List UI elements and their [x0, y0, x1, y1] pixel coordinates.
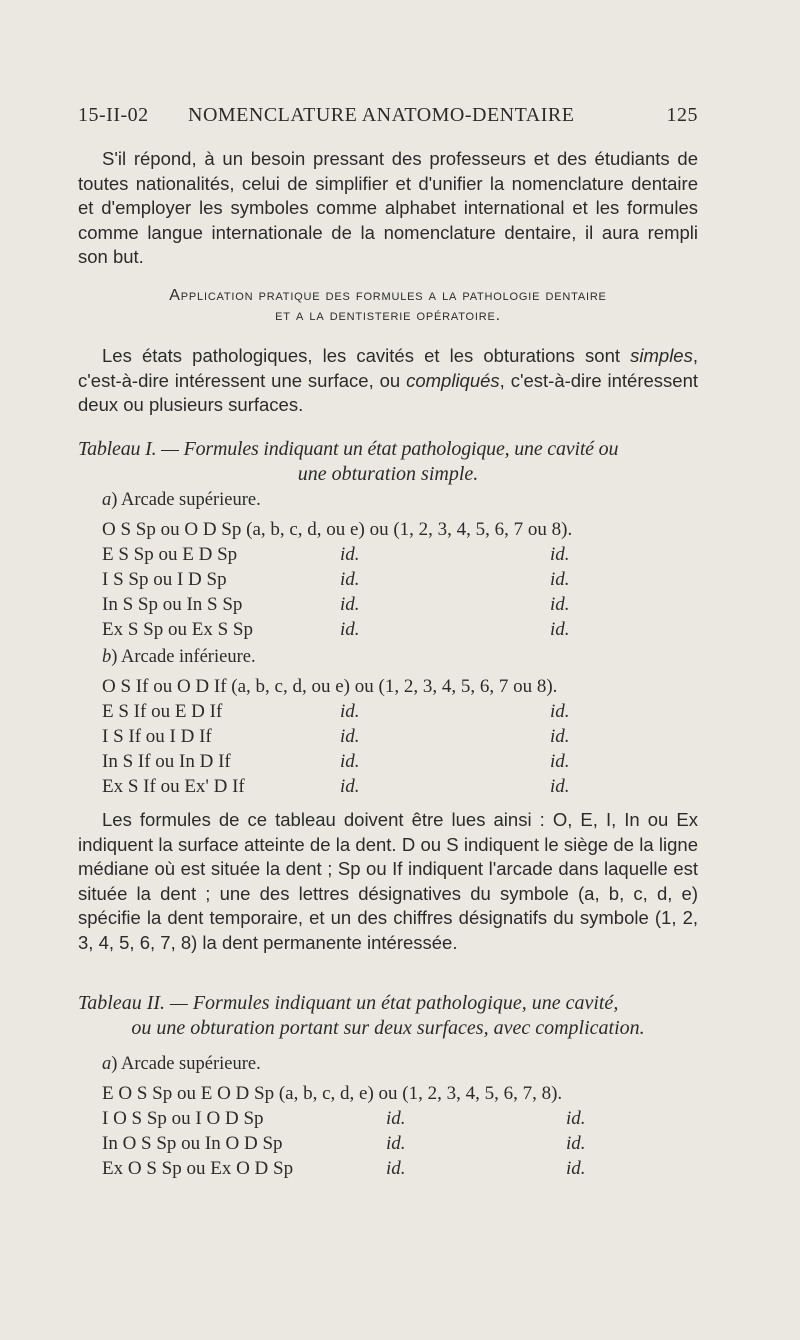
book-page: 15-II-02 NOMENCLATURE ANATOMO-DENTAIRE 125 S'il répond, à un besoin pressant des professeurs et des étudiants de toutes nationalités, celui de simplifier et d'unifier la nomenclature dentaire et d'employer les symboles comme alphabet international et les formules comme langue internationale de la nomenclature dentaire, il aura rempli son but. Application pratique des formules a la pathologie dentaire et a la dentisterie opératoire. Les états pathologiques, les cavités et les obturations sont simples, c'est-à-dire intéressent une surface, ou compliqués, c'est-à-dire intéressent deux ou plusieurs surfaces. Tableau I. — Formules indiquant un état pathologique, une cavité ou une obturation simple. a) Arcade supérieure. O S Sp ou O D Sp (a, b, c, d, ou e) ou (1, 2, 3, 4, 5, 6, 7 ou 8). E S Sp ou E D Sp id. id. I S Sp ou I D Sp id. id. In S Sp ou In S Sp id. id. Ex S Sp ou Ex S Sp id. id. b) Arcade inférieure. O S If ou O D If (a, b, c, d, ou e) ou (1, 2, 3, 4, 5, 6, 7 ou 8). E S If ou E D If id. id. I S If ou I D If id. id. In S If ou In D If id. id. Ex S If ou Ex' D If id. id. Les formules de ce tableau doivent être lues ainsi : O, E, I, In ou Ex indiquent la surface atteinte de la dent. D ou S indiquent le siège de la ligne médiane où est située la dent ; Sp ou If indiquent l'arcade dans laquelle est située la dent ; une des lettres désignatives du symbole (a, b, c, d, e) spécifie la dent temporaire, et un des chiffres désignatifs du symbole (1, 2, 3, 4, 5, 6, 7, 8) la dent permanente intéressée. Tableau II. — Formules indiquant un état pathologique, une cavité, ou une obturation portant sur deux surfaces, avec complication. a) Arcade supérieure. E O S Sp ou E O D Sp (a, b, c, d, e) ou (1, 2, 3, 4, 5, 6, 7, 8). I O S Sp ou I O D Sp id. id. In O S Sp ou In O D Sp id. id. Ex O S Sp ou Ex O D Sp id. id.: [78, 104, 698, 1179]
tableau-1-b-label: b) Arcade inférieure.: [102, 647, 256, 667]
tableau-1-caption-line2: une obturation simple.: [297, 463, 479, 485]
definition-paragraph: [78, 344, 698, 418]
tableau-1-a-label: a) Arcade supérieure.: [102, 490, 261, 510]
section-heading: [78, 287, 698, 325]
header-date: 15-II-02: [78, 104, 149, 126]
definition-text: Les états pathologiques, les cavités et les obturations sont simples, c'est-à-dire intéressent une surface, ou compliqués, c'est-à-dire intéressent deux ou plusieurs surfaces.: [78, 345, 698, 415]
tableau-2-a-label: a) Arcade supérieure.: [102, 1054, 261, 1074]
tableau-1-caption: [78, 437, 698, 487]
tableau-2-caption-line2: ou une obturation portant sur deux surfaces, avec complication.: [131, 1017, 645, 1039]
explanation-text: Les formules de ce tableau doivent être lues ainsi : O, E, I, In ou Ex indiquent la surface atteinte de la dent. D ou S indiquent le siège de la ligne médiane où est située la dent ; Sp ou If indiquent l'arcade dans laquelle est située la dent ; une des lettres désignatives du symbole (a, b, c, d, e) spécifie la dent temporaire, et un des chiffres désignatifs du symbole (1, 2, 3, 4, 5, 6, 7, 8) la dent permanente intéressée.: [78, 809, 698, 953]
intro-text: S'il répond, à un besoin pressant des professeurs et des étudiants de toutes nationalités, celui de simplifier et d'unifier la nomenclature dentaire et d'employer les symboles comme alphabet international et les formules comme langue internationale de la nomenclature dentaire, il aura rempli son but.: [78, 148, 698, 267]
tableau-1-caption-line1: Tableau I. — Formules indiquant un état pathologique, une cavité ou: [78, 438, 619, 460]
term-simples: simples: [630, 345, 693, 366]
header-title: NOMENCLATURE ANATOMO-DENTAIRE: [188, 104, 575, 126]
intro-paragraph: [78, 147, 698, 270]
page-number: 125: [666, 104, 698, 126]
term-compliques: compliqués: [406, 369, 500, 391]
explanation-paragraph: [78, 808, 698, 955]
tableau-2-caption: [78, 991, 698, 1041]
tableau-2-caption-line1: Tableau II. — Formules indiquant un état pathologique, une cavité,: [78, 992, 619, 1014]
section-heading-line1: Application pratique des formules a la pathologie dentaire: [169, 287, 607, 304]
section-heading-line2: et a la dentisterie opératoire.: [275, 307, 501, 324]
